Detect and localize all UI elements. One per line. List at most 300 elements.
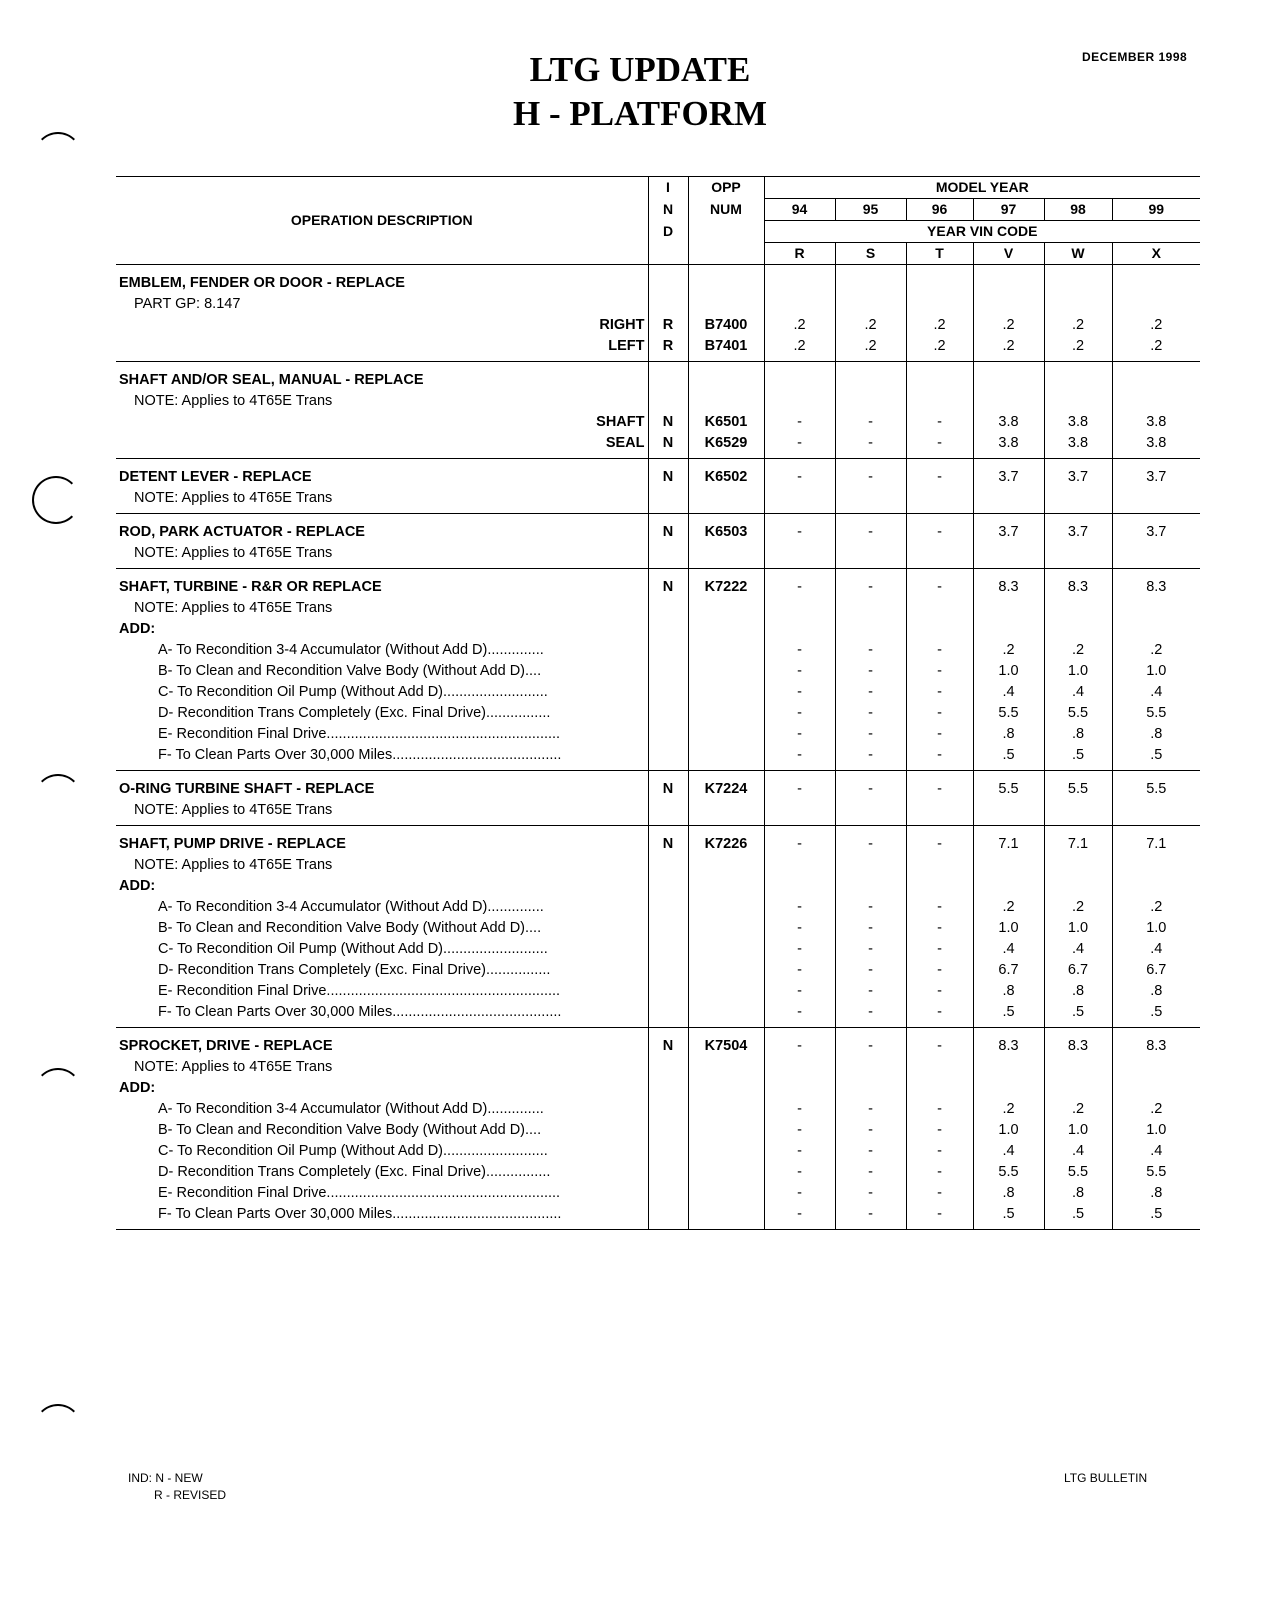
labor-time-value (1112, 876, 1200, 897)
year-98: 98 (1044, 199, 1112, 221)
ind-code (648, 1002, 688, 1023)
labor-time-value (1112, 543, 1200, 564)
operation-description: ADD: (116, 619, 648, 640)
labor-time-value: - (906, 745, 973, 766)
vin-t: T (906, 243, 973, 265)
labor-time-value (1044, 800, 1112, 821)
operation-description: E- Recondition Final Drive.......................................................... (116, 1183, 648, 1204)
labor-time-value (973, 273, 1044, 294)
opp-number (688, 745, 764, 766)
opp-number (688, 1204, 764, 1225)
labor-time-value: .8 (1044, 724, 1112, 745)
operation-description: SHAFT, TURBINE - R&R OR REPLACE (116, 577, 648, 598)
labor-time-value: 1.0 (973, 918, 1044, 939)
labor-time-value: 3.7 (1044, 522, 1112, 543)
labor-time-value: .2 (1044, 1099, 1112, 1120)
col-header-ind: I (648, 177, 688, 199)
labor-time-value (764, 619, 835, 640)
labor-time-value: - (906, 981, 973, 1002)
ind-code (648, 1078, 688, 1099)
labor-time-value: 5.5 (973, 779, 1044, 800)
labor-time-value: - (906, 1099, 973, 1120)
opp-number (688, 1183, 764, 1204)
labor-time-value: - (906, 724, 973, 745)
labor-time-value (973, 370, 1044, 391)
labor-time-value (764, 391, 835, 412)
opp-number (688, 1162, 764, 1183)
labor-time-value (1112, 391, 1200, 412)
labor-time-value: - (906, 1204, 973, 1225)
labor-time-value: 1.0 (1146, 1122, 1167, 1138)
binder-hole (34, 1404, 82, 1452)
opp-number (688, 294, 764, 315)
labor-time-value: .4 (1044, 1141, 1112, 1162)
labor-time-value: 1.0 (973, 1120, 1044, 1141)
labor-time-value: 1.0 (973, 661, 1044, 682)
labor-time-value: 3.7 (1146, 469, 1167, 485)
labor-time-value: 1.0 (1044, 918, 1112, 939)
table-row (116, 336, 1200, 357)
labor-time-value: .2 (1150, 642, 1163, 658)
ind-code (648, 1183, 688, 1204)
labor-time-value (764, 598, 835, 619)
page-title-line1: LTG UPDATE (529, 50, 751, 89)
labor-time-value (973, 391, 1044, 412)
operation-description: NOTE: Applies to 4T65E Trans (116, 488, 648, 509)
labor-time-value (835, 294, 906, 315)
ind-code: N (648, 467, 688, 488)
labor-time-value (973, 619, 1044, 640)
opp-number (688, 1002, 764, 1023)
labor-time-value: 8.3 (973, 577, 1044, 598)
table-row (116, 779, 1200, 800)
labor-time-value: - (764, 1183, 835, 1204)
ind-code (648, 939, 688, 960)
year-95: 95 (835, 199, 906, 221)
col-header-ind: D (648, 221, 688, 243)
labor-time-value: .2 (906, 315, 973, 336)
labor-time-value: - (835, 981, 906, 1002)
labor-time-value: - (906, 661, 973, 682)
labor-time-value: .2 (1150, 338, 1163, 354)
table-row (116, 661, 1200, 682)
labor-time-value: - (906, 522, 973, 543)
labor-time-value: 1.0 (1146, 920, 1167, 936)
operation-description: LEFT (116, 336, 648, 357)
labor-time-value: - (835, 939, 906, 960)
operation-description: C- To Recondition Oil Pump (Without Add D).......................... (116, 682, 648, 703)
labor-time-value: .2 (1150, 317, 1163, 333)
opp-number (688, 391, 764, 412)
operation-description: C- To Recondition Oil Pump (Without Add D).......................... (116, 1141, 648, 1162)
labor-time-value: - (906, 640, 973, 661)
labor-time-value: .4 (1150, 1143, 1163, 1159)
labor-time-value: .2 (1150, 899, 1163, 915)
labor-time-value: .2 (973, 897, 1044, 918)
labor-time-value: - (764, 1162, 835, 1183)
labor-time-value: - (906, 1183, 973, 1204)
operation-description: E- Recondition Final Drive.......................................................... (116, 981, 648, 1002)
labor-time-value: - (764, 779, 835, 800)
labor-time-value (835, 855, 906, 876)
ind-code (648, 745, 688, 766)
table-row (116, 960, 1200, 981)
ind-code (648, 703, 688, 724)
operation-description: B- To Clean and Recondition Valve Body (Without Add D).... (116, 1120, 648, 1141)
operation-description: ADD: (116, 876, 648, 897)
labor-time-value: 3.8 (1044, 412, 1112, 433)
opp-number: K7222 (688, 577, 764, 598)
labor-time-value: .5 (1150, 1004, 1163, 1020)
labor-time-value: - (764, 897, 835, 918)
labor-time-value (1112, 273, 1200, 294)
labor-time-value: - (906, 1162, 973, 1183)
labor-time-value: - (835, 724, 906, 745)
labor-time-value: .5 (1150, 747, 1163, 763)
binder-hole (32, 476, 80, 524)
labor-time-value: - (835, 1002, 906, 1023)
labor-time-value: - (906, 779, 973, 800)
labor-time-value: .8 (1044, 1183, 1112, 1204)
model-year-label: MODEL YEAR (764, 177, 1200, 199)
labor-time-value: .5 (973, 745, 1044, 766)
labor-time-value (1044, 855, 1112, 876)
labor-time-value: - (906, 1120, 973, 1141)
table-row (116, 1162, 1200, 1183)
labor-time-value: - (906, 1141, 973, 1162)
labor-time-value (906, 1057, 973, 1078)
operation-description: SPROCKET, DRIVE - REPLACE (116, 1036, 648, 1057)
operation-description: SHAFT (116, 412, 648, 433)
labor-time-value: .8 (973, 981, 1044, 1002)
labor-time-value: - (906, 703, 973, 724)
labor-time-value (1044, 370, 1112, 391)
labor-time-value: - (764, 703, 835, 724)
opp-number (688, 960, 764, 981)
labor-time-value: - (764, 939, 835, 960)
table-row (116, 1002, 1200, 1023)
labor-time-value: - (835, 918, 906, 939)
labor-time-value: 7.1 (1044, 834, 1112, 855)
ind-code (648, 960, 688, 981)
labor-time-value: 8.3 (1146, 579, 1167, 595)
opp-number (688, 876, 764, 897)
labor-time-value: 5.5 (1044, 1162, 1112, 1183)
labor-time-value: .4 (973, 682, 1044, 703)
labor-time-value: .5 (973, 1204, 1044, 1225)
ind-code (648, 273, 688, 294)
labor-time-value: 3.7 (973, 522, 1044, 543)
operation-description: NOTE: Applies to 4T65E Trans (116, 543, 648, 564)
col-header-ind: N (648, 199, 688, 221)
opp-number (688, 640, 764, 661)
year-94: 94 (764, 199, 835, 221)
operation-description: F- To Clean Parts Over 30,000 Miles.......................................... (116, 1204, 648, 1225)
operation-description: A- To Recondition 3-4 Accumulator (Without Add D).............. (116, 640, 648, 661)
labor-time-value: .2 (1150, 1101, 1163, 1117)
labor-time-value: - (764, 834, 835, 855)
labor-time-value: 6.7 (1146, 962, 1167, 978)
labor-time-value: .2 (973, 336, 1044, 357)
ind-code: N (648, 834, 688, 855)
ind-code: N (648, 522, 688, 543)
ind-code (648, 855, 688, 876)
ind-code: N (648, 1036, 688, 1057)
section-spacer (116, 771, 1200, 780)
labor-time-value (1112, 1057, 1200, 1078)
labor-time-value: - (764, 577, 835, 598)
labor-time-value: .4 (1044, 682, 1112, 703)
table-row (116, 467, 1200, 488)
ind-code: N (648, 577, 688, 598)
opp-number (688, 939, 764, 960)
labor-time-value: - (906, 960, 973, 981)
labor-time-value (1112, 855, 1200, 876)
labor-time-value (973, 1078, 1044, 1099)
ind-code (648, 294, 688, 315)
labor-time-value: - (835, 682, 906, 703)
labor-time-value: .4 (973, 1141, 1044, 1162)
labor-time-value (764, 855, 835, 876)
labor-time-value: - (764, 1120, 835, 1141)
labor-time-value: .2 (1044, 640, 1112, 661)
operation-description: SEAL (116, 433, 648, 454)
labor-time-table (116, 176, 1200, 1230)
labor-time-value: .2 (973, 315, 1044, 336)
labor-time-value: - (764, 522, 835, 543)
labor-time-value (973, 488, 1044, 509)
ind-code (648, 488, 688, 509)
table-header (116, 177, 1200, 265)
ind-code (648, 598, 688, 619)
labor-time-value: .5 (1044, 1002, 1112, 1023)
vin-code-label: YEAR VIN CODE (764, 221, 1200, 243)
table-row (116, 391, 1200, 412)
col-header-ind-spacer (648, 243, 688, 265)
binder-hole (34, 774, 82, 822)
labor-time-value: 3.7 (1044, 467, 1112, 488)
opp-number (688, 661, 764, 682)
operation-description: ADD: (116, 1078, 648, 1099)
ind-code (648, 1141, 688, 1162)
opp-number: K7226 (688, 834, 764, 855)
table-row (116, 1057, 1200, 1078)
labor-time-value: - (835, 834, 906, 855)
labor-time-value: 6.7 (1044, 960, 1112, 981)
labor-time-value: 8.3 (1044, 1036, 1112, 1057)
table-row (116, 918, 1200, 939)
table-row (116, 619, 1200, 640)
labor-time-value: - (906, 1002, 973, 1023)
labor-time-value: - (764, 1204, 835, 1225)
labor-time-value: 5.5 (1146, 781, 1167, 797)
ind-code (648, 897, 688, 918)
opp-number (688, 1141, 764, 1162)
labor-time-value: - (764, 640, 835, 661)
labor-time-value: .4 (973, 939, 1044, 960)
table-row (116, 1204, 1200, 1225)
labor-time-value: - (835, 703, 906, 724)
labor-time-value: - (906, 1036, 973, 1057)
labor-time-value (835, 1057, 906, 1078)
labor-time-value: - (764, 1099, 835, 1120)
table-row (116, 412, 1200, 433)
labor-time-value: - (764, 918, 835, 939)
labor-time-value: .2 (906, 336, 973, 357)
opp-number (688, 488, 764, 509)
labor-time-value: 1.0 (1044, 661, 1112, 682)
labor-time-value (1112, 619, 1200, 640)
ind-code (648, 543, 688, 564)
table-row (116, 522, 1200, 543)
labor-time-value: - (835, 1036, 906, 1057)
ind-code (648, 640, 688, 661)
labor-time-value (906, 855, 973, 876)
labor-time-value: - (906, 467, 973, 488)
page-title-line2: H - PLATFORM (512, 94, 768, 133)
labor-time-value: 3.8 (1146, 414, 1167, 430)
labor-time-value (973, 876, 1044, 897)
table-row (116, 433, 1200, 454)
opp-number (688, 370, 764, 391)
labor-time-value: 8.3 (1146, 1038, 1167, 1054)
ind-code (648, 1162, 688, 1183)
labor-time-value (906, 370, 973, 391)
labor-time-value: 5.5 (973, 1162, 1044, 1183)
labor-time-value: .2 (1044, 336, 1112, 357)
labor-time-value (973, 800, 1044, 821)
labor-time-value (906, 800, 973, 821)
labor-time-value (1112, 488, 1200, 509)
labor-time-value: - (906, 682, 973, 703)
opp-number (688, 918, 764, 939)
table-bottom-border (116, 1230, 1200, 1231)
operation-description: SHAFT, PUMP DRIVE - REPLACE (116, 834, 648, 855)
opp-number (688, 619, 764, 640)
binder-hole (34, 132, 82, 180)
section-spacer (116, 362, 1200, 371)
bulletin-label: LTG BULLETIN (1064, 1471, 1148, 1485)
opp-number (688, 273, 764, 294)
labor-time-value: .5 (973, 1002, 1044, 1023)
col-header-opp-spacer (688, 221, 764, 243)
operation-description: NOTE: Applies to 4T65E Trans (116, 391, 648, 412)
labor-time-value (973, 543, 1044, 564)
labor-time-value: - (835, 661, 906, 682)
labor-time-value (835, 391, 906, 412)
labor-time-value (1112, 598, 1200, 619)
opp-number: B7400 (688, 315, 764, 336)
table-row (116, 981, 1200, 1002)
table-row (116, 273, 1200, 294)
opp-number (688, 1078, 764, 1099)
labor-time-value: 7.1 (1146, 836, 1167, 852)
labor-time-value: - (835, 1099, 906, 1120)
col-header-opp-spacer (688, 243, 764, 265)
labor-time-value: 3.8 (1146, 435, 1167, 451)
labor-time-value: 3.8 (1044, 433, 1112, 454)
labor-time-value (906, 619, 973, 640)
ind-code (648, 1057, 688, 1078)
table-body (116, 265, 1200, 1231)
opp-number: K6502 (688, 467, 764, 488)
labor-time-value: 3.7 (973, 467, 1044, 488)
labor-time-value (906, 294, 973, 315)
labor-time-value: - (906, 918, 973, 939)
opp-number: K6529 (688, 433, 764, 454)
operation-description: D- Recondition Trans Completely (Exc. Final Drive)................ (116, 703, 648, 724)
operation-description: ROD, PARK ACTUATOR - REPLACE (116, 522, 648, 543)
section-spacer (116, 569, 1200, 578)
ind-code (648, 800, 688, 821)
labor-time-value: .2 (835, 336, 906, 357)
vin-w: W (1044, 243, 1112, 265)
labor-time-value: - (835, 412, 906, 433)
opp-number: B7401 (688, 336, 764, 357)
opp-number (688, 598, 764, 619)
vin-v: V (973, 243, 1044, 265)
labor-time-value (1044, 876, 1112, 897)
year-99: 99 (1112, 199, 1200, 221)
labor-time-value: .8 (1044, 981, 1112, 1002)
table-row (116, 543, 1200, 564)
issue-date: DECEMBER 1998 (1082, 50, 1188, 64)
ind-code (648, 619, 688, 640)
year-97: 97 (973, 199, 1044, 221)
labor-time-value (973, 294, 1044, 315)
labor-time-value (764, 370, 835, 391)
labor-time-value: 8.3 (973, 1036, 1044, 1057)
labor-time-value: .2 (764, 315, 835, 336)
ind-code (648, 661, 688, 682)
labor-time-value: 3.8 (973, 412, 1044, 433)
labor-time-value (835, 273, 906, 294)
labor-time-value (1044, 1078, 1112, 1099)
labor-time-value: 6.7 (973, 960, 1044, 981)
labor-time-value (973, 1057, 1044, 1078)
table-row (116, 577, 1200, 598)
ind-code (648, 876, 688, 897)
labor-time-value: - (764, 1141, 835, 1162)
operation-description: D- Recondition Trans Completely (Exc. Final Drive)................ (116, 960, 648, 981)
labor-time-value: .4 (1044, 939, 1112, 960)
labor-time-value: .2 (764, 336, 835, 357)
ind-code (648, 682, 688, 703)
table-row (116, 294, 1200, 315)
labor-time-value: 3.7 (1146, 524, 1167, 540)
labor-time-value (1044, 488, 1112, 509)
labor-time-value: .5 (1150, 1206, 1163, 1222)
vin-r: R (764, 243, 835, 265)
operation-description: A- To Recondition 3-4 Accumulator (Without Add D).............. (116, 1099, 648, 1120)
labor-time-value: .2 (1044, 315, 1112, 336)
vin-s: S (835, 243, 906, 265)
table-row (116, 745, 1200, 766)
ind-code (648, 981, 688, 1002)
labor-time-value (906, 1078, 973, 1099)
labor-time-value (1044, 273, 1112, 294)
labor-time-value (1044, 391, 1112, 412)
labor-time-value: - (835, 640, 906, 661)
labor-time-value: .2 (835, 315, 906, 336)
labor-time-value (973, 598, 1044, 619)
labor-time-value (906, 488, 973, 509)
labor-time-value: - (764, 981, 835, 1002)
operation-description: NOTE: Applies to 4T65E Trans (116, 598, 648, 619)
labor-time-value: - (764, 745, 835, 766)
vin-x: X (1151, 245, 1161, 261)
labor-time-value (906, 391, 973, 412)
